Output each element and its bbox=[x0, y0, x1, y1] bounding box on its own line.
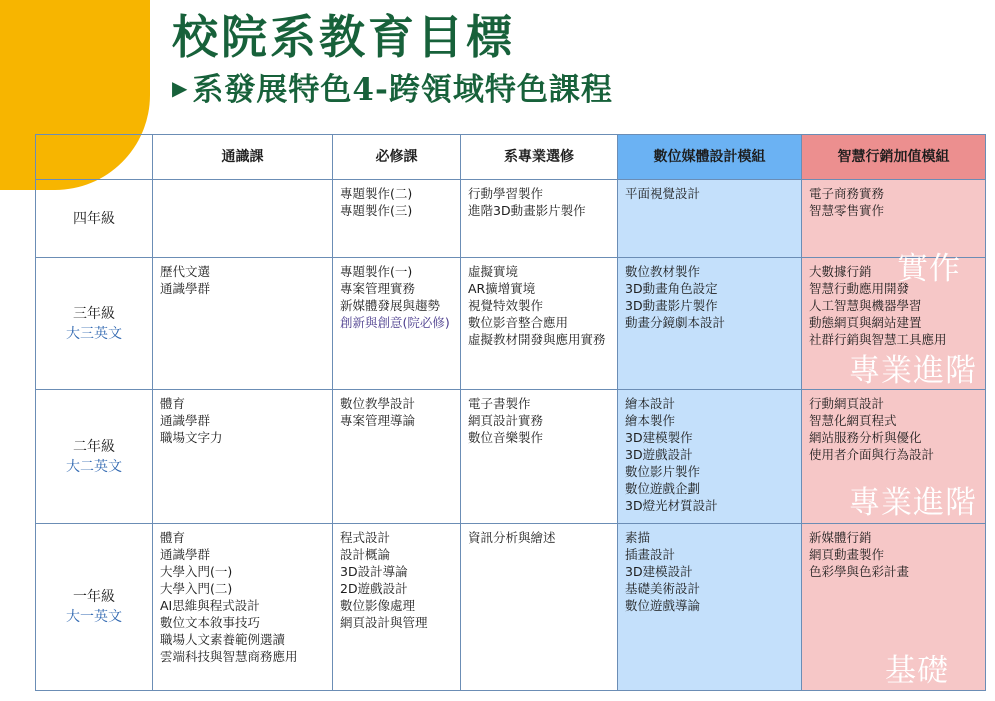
smart-list bbox=[809, 395, 978, 463]
course-item: 大學入門(二) bbox=[160, 581, 233, 596]
course-item: 3D動畫影片製作 bbox=[625, 298, 718, 313]
course-item: 智慧行動應用開發 bbox=[809, 281, 910, 296]
course-item: 數位遊戲導論 bbox=[625, 598, 701, 613]
course-item: 網頁設計與管理 bbox=[340, 615, 428, 630]
digital-cell bbox=[618, 524, 802, 691]
required-highlight-course: 創新與創意(院必修) bbox=[340, 315, 450, 330]
course-item: 體育 bbox=[160, 530, 186, 545]
course-item: 大學入門(一) bbox=[160, 564, 233, 579]
table-row bbox=[36, 258, 986, 390]
smart-cell bbox=[802, 180, 986, 258]
course-item: 通識學群 bbox=[160, 413, 211, 428]
course-item: 3D設計導論 bbox=[340, 564, 408, 579]
smart-cell bbox=[802, 390, 986, 524]
course-item: 網站服務分析與優化 bbox=[809, 430, 922, 445]
header-corner bbox=[36, 135, 153, 180]
course-item: 進階3D動畫影片製作 bbox=[468, 203, 586, 218]
year-label: 一年級 bbox=[73, 589, 115, 605]
course-item: 歷代文選 bbox=[160, 264, 211, 279]
course-item: 行動學習製作 bbox=[468, 186, 544, 201]
year-english: 大三英文 bbox=[66, 325, 122, 342]
header-row bbox=[36, 135, 986, 180]
smart-list bbox=[809, 529, 978, 580]
course-item: 程式設計 bbox=[340, 530, 391, 545]
course-item: 智慧零售實作 bbox=[809, 203, 885, 218]
course-item: 3D建模製作 bbox=[625, 430, 693, 445]
course-item: 智慧化網頁程式 bbox=[809, 413, 897, 428]
elective-cell bbox=[461, 258, 618, 390]
year-label: 三年級 bbox=[73, 305, 115, 322]
header-general: 通識課 bbox=[153, 135, 333, 180]
course-item: 新媒體行銷 bbox=[809, 530, 872, 545]
course-item: 人工智慧與機器學習 bbox=[809, 298, 922, 313]
course-item: 繪本設計 bbox=[625, 396, 676, 411]
course-item: 3D燈光材質設計 bbox=[625, 498, 718, 513]
course-item: 數位影像處理 bbox=[340, 598, 416, 613]
header-digital-media-module: 數位媒體設計模組 bbox=[618, 135, 802, 180]
course-item: 數位教材製作 bbox=[625, 264, 701, 279]
header-elective: 系專業選修 bbox=[461, 135, 618, 180]
course-item: 動態網頁與網站建置 bbox=[809, 315, 922, 330]
digital-cell bbox=[618, 390, 802, 524]
year-english: 大一英文 bbox=[66, 609, 122, 625]
course-item: 職場文字力 bbox=[160, 430, 223, 445]
course-item: 3D建模設計 bbox=[625, 564, 693, 579]
course-item: 新媒體發展與趨勢 bbox=[340, 298, 441, 313]
course-item: 3D動畫角色設定 bbox=[625, 281, 718, 296]
year-cell bbox=[36, 524, 153, 691]
watermark-practice: 實作 bbox=[897, 251, 961, 287]
course-item: 數位音樂製作 bbox=[468, 430, 544, 445]
course-item: 虛擬實境 bbox=[468, 264, 519, 279]
page-title: 校院系教育目標 bbox=[172, 10, 515, 64]
course-item: 資訊分析與繪述 bbox=[468, 530, 556, 545]
course-item: 2D遊戲設計 bbox=[340, 581, 408, 596]
year-cell bbox=[36, 180, 153, 258]
course-item: 繪本製作 bbox=[625, 413, 676, 428]
course-item: 插畫設計 bbox=[625, 547, 676, 562]
digital-cell bbox=[618, 180, 802, 258]
elective-cell bbox=[461, 390, 618, 524]
year-label: 四年級 bbox=[73, 210, 115, 227]
course-item: 數位教學設計 bbox=[340, 396, 416, 411]
watermark-advanced: 專業進階 bbox=[849, 485, 977, 521]
subtitle-text: 系發展特色4-跨領域特色課程 bbox=[192, 72, 613, 108]
course-item: 基礎美術設計 bbox=[625, 581, 701, 596]
general-cell bbox=[153, 390, 333, 524]
smart-cell bbox=[802, 524, 986, 691]
course-item: 3D遊戲設計 bbox=[625, 447, 693, 462]
year-cell bbox=[36, 390, 153, 524]
course-item: 體育 bbox=[160, 396, 186, 411]
course-item: 數位影音整合應用 bbox=[468, 315, 569, 330]
year-cell bbox=[36, 258, 153, 390]
required-cell bbox=[333, 390, 461, 524]
elective-cell bbox=[461, 524, 618, 691]
curriculum-table bbox=[35, 134, 986, 691]
course-item: 數位遊戲企劃 bbox=[625, 481, 701, 496]
course-item: 平面視覺設計 bbox=[625, 186, 701, 201]
course-item: 電子書製作 bbox=[468, 396, 531, 411]
course-item: 通識學群 bbox=[160, 547, 211, 562]
course-item: 職場人文素養範例選讀 bbox=[160, 632, 286, 647]
course-item: AR擴增實境 bbox=[468, 281, 536, 296]
course-item: 虛擬教材開發與應用實務 bbox=[468, 332, 606, 347]
table-row bbox=[36, 180, 986, 258]
general-cell bbox=[153, 258, 333, 390]
year-english: 大二英文 bbox=[66, 458, 122, 475]
course-item: 通識學群 bbox=[160, 281, 211, 296]
elective-cell bbox=[461, 180, 618, 258]
course-item: 設計概論 bbox=[340, 547, 391, 562]
table-row bbox=[36, 390, 986, 524]
digital-cell bbox=[618, 258, 802, 390]
course-item: 專題製作(一) bbox=[340, 264, 413, 279]
watermark-advanced: 專業進階 bbox=[849, 353, 977, 389]
course-item: AI思維與程式設計 bbox=[160, 598, 260, 613]
course-item: 專題製作(三) bbox=[340, 203, 413, 218]
course-item: 專案管理導論 bbox=[340, 413, 416, 428]
course-item: 網頁動畫製作 bbox=[809, 547, 885, 562]
course-item: 電子商務實務 bbox=[809, 186, 885, 201]
course-item: 數位文本敘事技巧 bbox=[160, 615, 261, 630]
course-item: 大數據行銷 bbox=[809, 264, 872, 279]
triangle-bullet-icon: ▶ bbox=[172, 76, 189, 100]
course-item: 網頁設計實務 bbox=[468, 413, 544, 428]
course-item: 專案管理實務 bbox=[340, 281, 416, 296]
required-cell bbox=[333, 524, 461, 691]
general-cell bbox=[153, 180, 333, 258]
header-required: 必修課 bbox=[333, 135, 461, 180]
required-cell bbox=[333, 180, 461, 258]
course-item: 行動網頁設計 bbox=[809, 396, 885, 411]
general-cell bbox=[153, 524, 333, 691]
required-list bbox=[340, 263, 453, 314]
table-row bbox=[36, 524, 986, 691]
course-item: 雲端科技與智慧商務應用 bbox=[160, 649, 298, 664]
course-item: 色彩學與色彩計畫 bbox=[809, 564, 910, 579]
course-item: 社群行銷與智慧工具應用 bbox=[809, 332, 947, 347]
required-cell bbox=[333, 258, 461, 390]
course-item: 使用者介面與行為設計 bbox=[809, 447, 935, 462]
course-item: 動畫分鏡劇本設計 bbox=[625, 315, 726, 330]
course-item: 數位影片製作 bbox=[625, 464, 701, 479]
watermark-basic: 基礎 bbox=[885, 653, 949, 689]
smart-cell bbox=[802, 251, 986, 390]
course-item: 視覺特效製作 bbox=[468, 298, 544, 313]
course-item: 素描 bbox=[625, 530, 651, 545]
page-subtitle bbox=[172, 70, 613, 113]
header-smart-marketing-module: 智慧行銷加值模組 bbox=[802, 135, 986, 180]
year-label: 二年級 bbox=[73, 438, 115, 455]
course-item: 專題製作(二) bbox=[340, 186, 413, 201]
